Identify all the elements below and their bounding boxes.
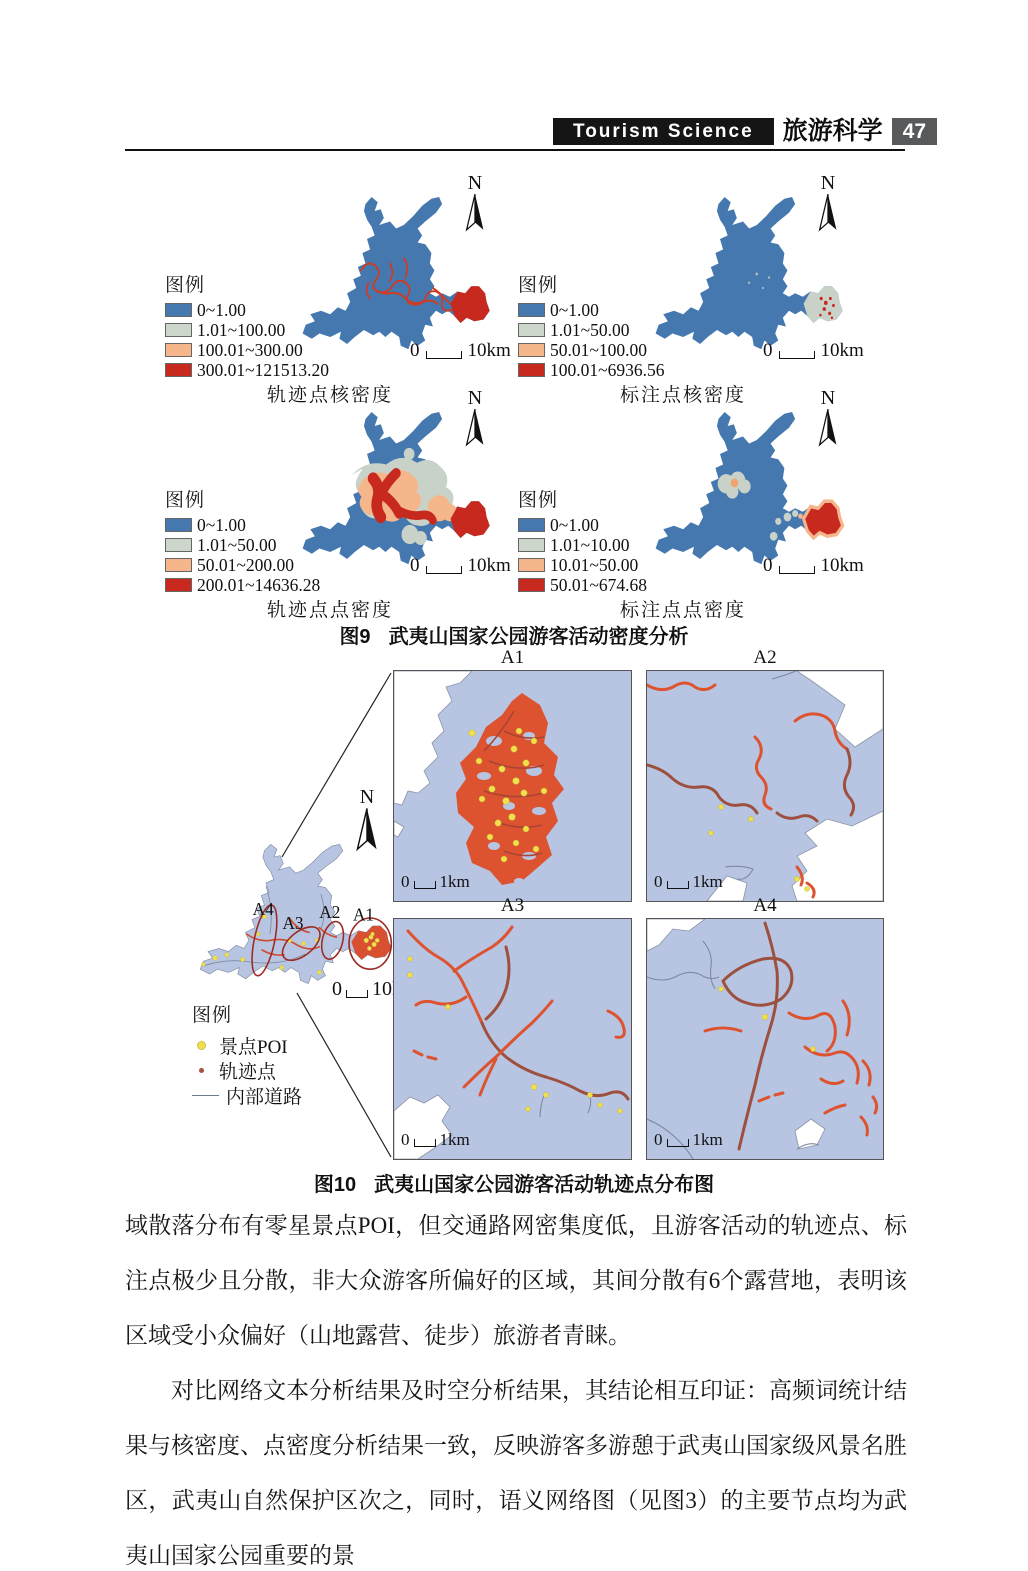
- panel-map: [646, 918, 884, 1160]
- figure10-caption: 图10 武夷山国家公园游客活动轨迹点分布图: [313, 1174, 715, 1196]
- legend-swatch: [518, 578, 545, 592]
- detail-panel-a3: [393, 896, 632, 1160]
- legend-swatch: [165, 538, 192, 552]
- journal-title-en: Tourism Science: [553, 118, 774, 145]
- paragraph-1: 域散落分布有零星景点POI，但交通路网密集度低，且游客活动的轨迹点、标注点极少且分散，非大众游客所偏好的区域，其间分散有6个露营地，表明该区域受小众偏好（山地露营、徒步）旅游者青睐。: [125, 1213, 907, 1348]
- north-arrow-icon: [815, 192, 841, 234]
- track-lines: [705, 923, 877, 1149]
- panel-label: A1: [500, 647, 525, 668]
- legend-swatch: [518, 363, 545, 377]
- legend-swatch: [165, 578, 192, 592]
- dense-track-blob: [456, 693, 564, 885]
- scale-bar: 0 10km: [763, 340, 864, 361]
- north-arrow: N: [813, 174, 843, 234]
- body-text: [125, 1198, 907, 1571]
- north-arrow: N: [813, 389, 843, 449]
- legend-swatch: [518, 323, 545, 337]
- poi-dots: [407, 957, 622, 1114]
- map-track-kernel-density: [125, 168, 511, 406]
- map-legend: 图例 0~1.00 1.01~50.00 50.01~200.00 200.01~14636.28: [165, 490, 321, 595]
- legend-swatch: [518, 518, 545, 532]
- legend-swatch: [165, 363, 192, 377]
- legend-swatch: [165, 558, 192, 572]
- panel-label: A3: [500, 895, 525, 916]
- paragraph-2: 对比网络文本分析结果及时空分析结果，其结论相互印证：高频词统计结果与核密度、点密度分析结果一致，反映游客多游憩于武夷山国家级风景名胜区，武夷山自然保护区次之，同时，语义网络图（见图3）的主要节点均为武夷山国家公园重要的景: [125, 1378, 907, 1568]
- north-arrow: N: [460, 174, 490, 234]
- track-dot-icon: [199, 1068, 204, 1073]
- road-line-icon: [192, 1095, 219, 1096]
- region-label-a2: A2: [319, 901, 341, 923]
- panel-map: [393, 918, 632, 1160]
- scale-bar: 0 10km: [763, 555, 864, 576]
- legend-swatch: [518, 343, 545, 357]
- map-legend: 图例 0~1.00 1.01~100.00 100.01~300.00 300.01~121513.20: [165, 275, 329, 380]
- internal-roads: [540, 1095, 591, 1117]
- north-arrow: N: [352, 788, 382, 854]
- legend-swatch: [165, 518, 192, 532]
- legend-swatch: [165, 323, 192, 337]
- region-label-a3: A3: [282, 913, 304, 934]
- north-arrow-icon: [815, 407, 841, 449]
- panel-map: [646, 670, 884, 902]
- legend-swatch: [165, 343, 192, 357]
- region-label-a4: A4: [252, 898, 274, 919]
- map-caption: 标注点核密度: [619, 385, 746, 406]
- journal-title-cn: 旅游科学: [782, 117, 883, 145]
- scale-bar: 0 10km: [332, 978, 418, 1000]
- legend-swatch: [518, 558, 545, 572]
- track-lines: [408, 927, 628, 1099]
- map-caption: 轨迹点核密度: [266, 385, 393, 406]
- detail-panel-a2: [646, 648, 884, 902]
- scale-bar: 0 1km: [401, 1130, 470, 1149]
- scale-bar: 0 1km: [401, 872, 470, 891]
- figure10-legend: 图例 景点POI 轨迹点 内部道路: [192, 1005, 303, 1108]
- legend-swatch: [518, 538, 545, 552]
- poi-dot-icon: [198, 1042, 205, 1049]
- legend-swatch: [518, 303, 545, 317]
- panel-label: A2: [753, 647, 777, 668]
- map-caption: 标注点点密度: [619, 600, 746, 621]
- scale-bar: 0 1km: [654, 1130, 723, 1149]
- page-number: 47: [892, 118, 937, 145]
- map-caption: 轨迹点点密度: [266, 600, 393, 621]
- map-legend: 图例 0~1.00 1.01~10.00 10.01~50.00 50.01~674.68: [518, 490, 647, 595]
- page-header: [553, 118, 937, 145]
- panel-map: [393, 670, 632, 902]
- map-track-point-density: [125, 383, 511, 621]
- high-density-area: [804, 501, 843, 538]
- scale-bar: 0 1km: [654, 872, 723, 891]
- scale-bar: 0 10km: [410, 340, 511, 361]
- north-arrow-icon: [353, 806, 381, 854]
- header-rule: [125, 149, 905, 151]
- detail-panel-a4: [646, 896, 884, 1160]
- medium-density-area: [804, 286, 843, 323]
- panel-label: A4: [753, 895, 777, 916]
- scale-bar: 0 10km: [410, 555, 511, 576]
- figure9-caption: 图9 武夷山国家公园游客活动密度分析: [339, 626, 689, 648]
- map-annotation-point-density: [478, 383, 864, 621]
- map-legend: 图例 0~1.00 1.01~50.00 50.01~100.00 100.01~6936.56: [518, 275, 665, 380]
- overview-map: [172, 838, 407, 998]
- detail-panel-a1: [393, 648, 632, 902]
- region-label-a1: A1: [352, 904, 375, 925]
- legend-swatch: [165, 303, 192, 317]
- map-annotation-kernel-density: [478, 168, 864, 406]
- north-arrow: N: [460, 389, 490, 449]
